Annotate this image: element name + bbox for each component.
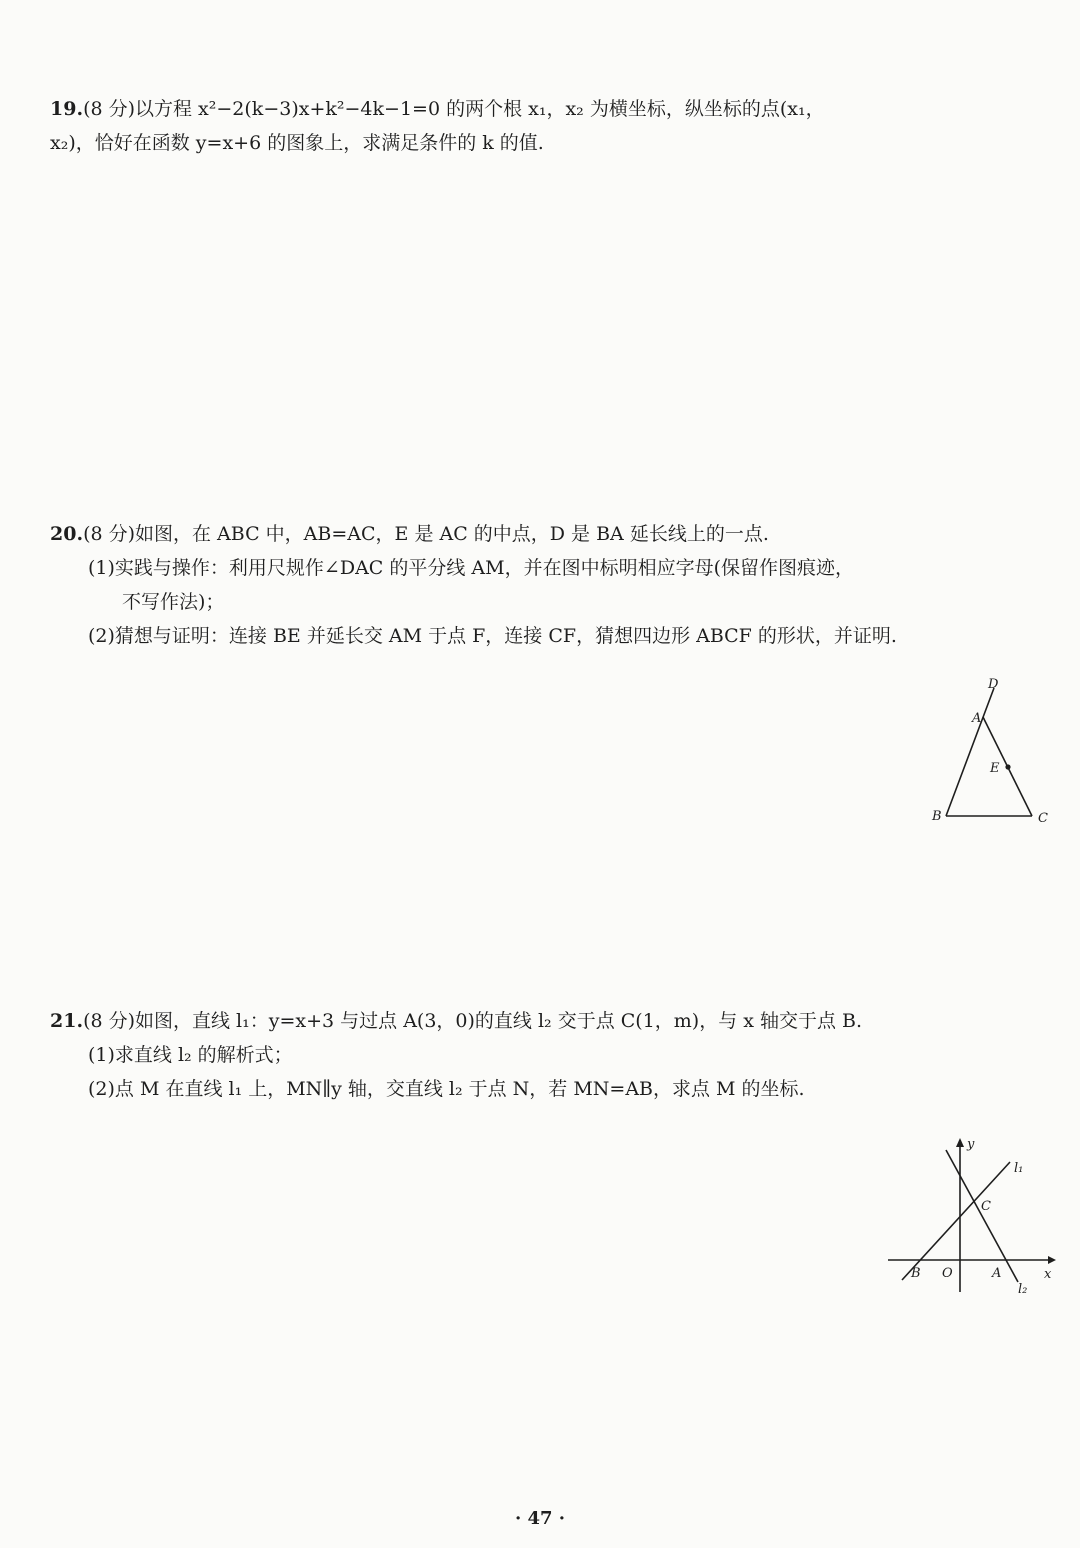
label-x: x xyxy=(1044,1267,1052,1282)
question-20-part2: (2)猜想与证明：连接 BE 并延长交 AM 于点 F，连接 CF，猜想四边形 ABCF 的形状，并证明. xyxy=(88,625,897,647)
point-e xyxy=(1005,764,1010,769)
question-19-text-line2: x₂)，恰好在函数 y=x+6 的图象上，求满足条件的 k 的值. xyxy=(50,132,544,154)
label-c: C xyxy=(981,1199,991,1214)
question-20-part1-cont: 不写作法)； xyxy=(122,591,225,613)
question-21 xyxy=(50,1004,1040,1106)
y-axis-arrow xyxy=(956,1138,964,1147)
coordinate-figure xyxy=(880,1130,1070,1305)
label-e: E xyxy=(990,761,1000,776)
label-b: B xyxy=(911,1266,921,1281)
question-19-text-line1: (8 分)以方程 x²−2(k−3)x+k²−4k−1=0 的两个根 x₁，x₂ 为横坐标，纵坐标的点(x₁， xyxy=(83,98,825,120)
line-bd xyxy=(946,688,994,816)
label-a: A xyxy=(992,1266,1002,1281)
label-o: O xyxy=(942,1266,953,1281)
question-21-part2: (2)点 M 在直线 l₁ 上，MN∥y 轴，交直线 l₂ 于点 N，若 MN=AB，求点 M 的坐标. xyxy=(88,1078,805,1100)
line-l2 xyxy=(946,1150,1018,1282)
line-l1 xyxy=(902,1162,1010,1280)
question-19-number: 19. xyxy=(50,98,84,120)
triangle-figure xyxy=(920,670,1060,830)
label-c: C xyxy=(1038,811,1048,826)
question-21-number: 21. xyxy=(50,1010,84,1032)
question-20-number: 20. xyxy=(50,523,84,545)
label-d: D xyxy=(988,677,999,692)
question-20-part1: (1)实践与操作：利用尺规作∠DAC 的平分线 AM，并在图中标明相应字母(保留作图痕迹， xyxy=(88,557,854,579)
question-21-part1: (1)求直线 l₂ 的解析式； xyxy=(88,1044,293,1066)
label-y: y xyxy=(967,1137,975,1152)
page-number: · 47 · xyxy=(514,1508,566,1529)
x-axis-arrow xyxy=(1048,1256,1056,1264)
question-21-stem: (8 分)如图，直线 l₁：y=x+3 与过点 A(3，0)的直线 l₂ 交于点 C(1，m)，与 x 轴交于点 B. xyxy=(83,1010,863,1032)
question-19 xyxy=(50,92,1040,160)
question-20 xyxy=(50,517,1040,653)
question-20-stem: (8 分)如图，在 ABC 中，AB=AC，E 是 AC 的中点，D 是 BA 延长线上的一点. xyxy=(83,523,769,545)
label-b: B xyxy=(932,809,942,824)
label-l1: l₁ xyxy=(1014,1161,1024,1176)
label-l2: l₂ xyxy=(1018,1282,1028,1297)
label-a: A xyxy=(972,711,982,726)
